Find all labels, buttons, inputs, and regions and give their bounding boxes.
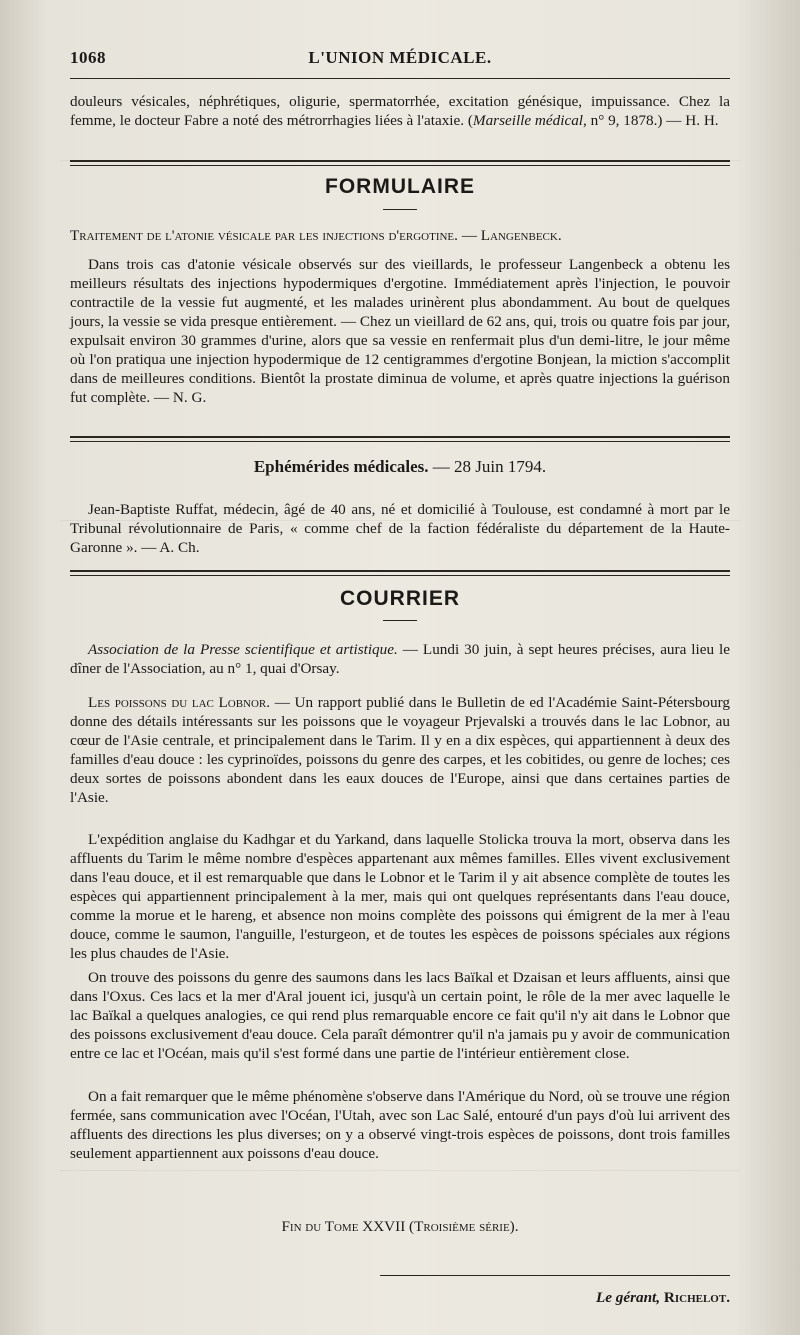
heading-underline xyxy=(383,620,417,621)
intro-signature: , n° 9, 1878.) — H. H. xyxy=(583,112,719,129)
ephemerides-body: Jean-Baptiste Ruffat, médecin, âgé de 40 ans, né et domicilié à Toulouse, est condamné à mort par le Tribunal révolutionnaire de Paris, « comme chef de la faction fédéraliste du département de la Haute-Garonne ». — A. Ch. xyxy=(70,501,730,556)
ephemerides-title xyxy=(70,457,730,477)
section-rule xyxy=(70,436,730,438)
end-of-volume: Fin du Tome XXVII (Troisième série). xyxy=(281,1218,519,1235)
courrier-heading: COURRIER xyxy=(339,587,460,610)
association-title: Association de la Presse scientifique et artistique. xyxy=(88,641,398,658)
running-head xyxy=(70,48,730,72)
section-rule xyxy=(70,160,730,162)
journal-title: L'UNION MÉDICALE. xyxy=(308,48,492,67)
poissons-paragraph-3: On trouve des poissons du genre des saumons dans les lacs Baïkal et Dzaisan et leurs affluents, ainsi que dans l'Oxus. Ces lacs et la mer d'Aral jouent ici, jusqu'à un certain point, le rôle de la mer avec laquelle le lac Baïkal a quelques analogies, ce qui rend plus remarquable encore ce fait qu'il n'y ait dans le Lobnor que des poissons exclusivement d'eau douce. Cela paraît démontrer qu'il n'a jamais pu y avoir de communication entre ce lac et l'Océan, mais qu'il s'est formé dans une partie de l'intérieur entièrement close. xyxy=(70,969,730,1062)
section-rule xyxy=(70,165,730,166)
intro-text: douleurs vésicales, néphrétiques, oligurie, spermatorrhée, excitation génésique, impuissance. Chez la femme, le docteur Fabre a noté des métrorrhagies liées à l'ataxie. ( xyxy=(70,93,730,129)
formulaire-subtitle: Traitement de l'atonie vésicale par les injections d'ergotine. — Langenbeck. xyxy=(70,227,562,244)
association-paragraph xyxy=(70,640,730,678)
page-number: 1068 xyxy=(70,48,106,67)
heading-underline xyxy=(383,209,417,210)
ephemerides-label: Ephémérides médicales. xyxy=(253,457,429,476)
section-rule xyxy=(70,570,730,572)
section-rule xyxy=(70,441,730,442)
gerant-signature xyxy=(430,1289,730,1307)
section-rule xyxy=(70,575,730,576)
poissons-paragraph-1 xyxy=(70,693,730,807)
poissons-title: Les poissons du lac Lobnor. xyxy=(88,694,271,711)
header-rule xyxy=(70,78,730,79)
association-text: — Lundi 30 juin, à sept heures précises, aura lieu le dîner de l'Association, au n° 1, quai d'Orsay. xyxy=(70,641,731,677)
poissons-paragraph-2: L'expédition anglaise du Kadhgar et du Yarkand, dans laquelle Stolicka trouva la mort, observa dans les affluents du Tarim le même nombre d'espèces appartenant aux mêmes familles. Elles vivent exclusivement dans l'eau douce, et il est remarquable que dans le Lobnor et le Tarim il y ait absence complète de toutes les espèces qui appartiennent principalement à la mer, mais qui ont quelques représentants dans l'eau douce, comme la morue et le hareng, et absence non moins complète des poissons qui émigrent de la mer à l'eau douce, comme le saumon, l'anguille, l'esturgeon, et de toutes les espèces de poissons spéciales aux régions les plus chaudes de l'Asie. xyxy=(70,831,730,962)
intro-source: Marseille médical xyxy=(472,112,584,129)
footer-rule xyxy=(380,1275,730,1276)
intro-paragraph xyxy=(70,92,730,130)
ephemerides-date: — 28 Juin 1794. xyxy=(428,457,547,476)
poissons-text-1: — Un rapport publié dans le Bulletin de ed l'Académie Saint-Pétersbourg donne des détails intéressants sur les poissons que le voyageur Prjevalski a trouvés dans le lac Lobnor, au cœur de l'Asie centrale, et principalement dans le Tarim. Il y en a dix espèces, qui appartiennent à deux des familles d'eau douce : les cyprinoïdes, poissons du genre des carpes, et les cobitides, ou genre de loches; ces deux sortes de poissons abondent dans les eaux douces de l'Europe, ainsi que dans certaines parties de l'Asie. xyxy=(70,694,730,806)
formulaire-body: Dans trois cas d'atonie vésicale observés sur des vieillards, le professeur Langenbeck a obtenu les meilleurs résultats des injections hypodermiques d'ergotine. Immédiatement après l'injection, le pouvoir contractile de la vessie fut augmenté, et les malades urinèrent plus abondamment. Au bout de quelques jours, la vessie se vida presque entièrement. — Chez un vieillard de 62 ans, qui, trois ou quatre fois par jour, expulsait environ 30 grammes d'urine, alors que sa vessie en renfermait plus d'un demi-litre, le jour même où l'on pratiqua une injection hypodermique de 12 centigrammes d'ergotine Bonjean, la miction s'accomplit dans de meilleures conditions. Bientôt la prostate diminua de volume, et après quatre injections la guérison fut complète. — N. G. xyxy=(70,256,730,406)
gerant-name: Richelot. xyxy=(660,1289,730,1306)
formulaire-heading: FORMULAIRE xyxy=(325,175,475,198)
poissons-paragraph-4: On a fait remarquer que le même phénomène s'observe dans l'Amérique du Nord, où se trouve une région fermée, sans communication avec l'Océan, l'Utah, avec son Lac Salé, entouré d'un pays d'où lui arrivent des affluents des directions les plus diverses; on y a observé vingt-trois espèces de poissons, dont trois familles seulement appartiennent aux poissons d'eau douce. xyxy=(70,1088,730,1162)
gerant-label: Le gérant, xyxy=(595,1289,661,1306)
bleed-through xyxy=(60,1170,740,1172)
